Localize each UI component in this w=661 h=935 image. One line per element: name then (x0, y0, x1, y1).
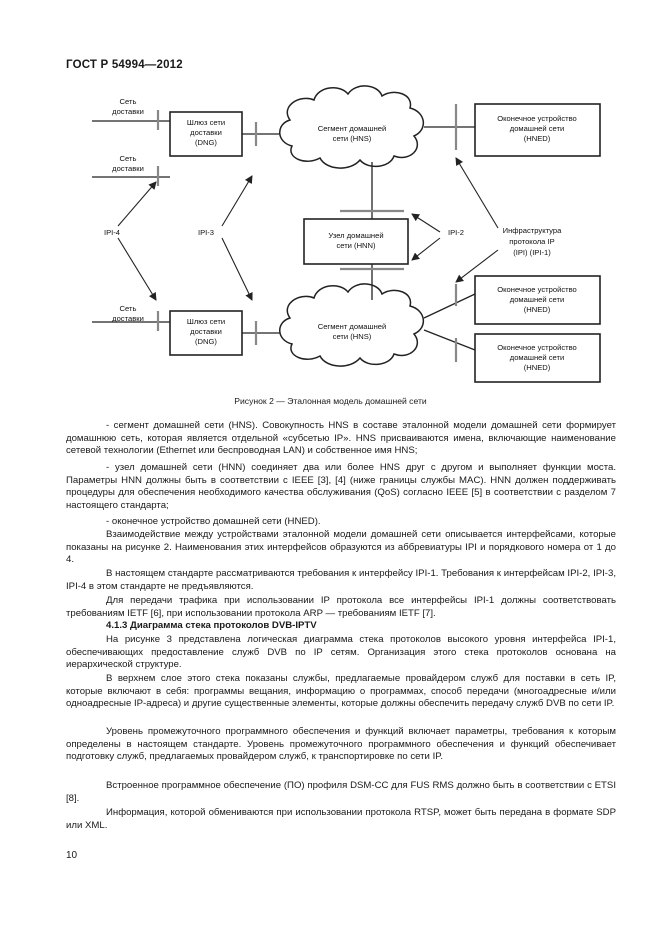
hned3-line1: Оконечное устройство (497, 343, 577, 352)
ipi1-line2: протокола IP (509, 237, 555, 246)
ipi1-line1: Инфраструктура (502, 226, 562, 235)
subheading-protocol-stack: 4.1.3 Диаграмма стека протоколов DVB-IPTV (106, 620, 317, 631)
delivery-network-label-1: Сеть (119, 97, 137, 106)
figure-caption: Рисунок 2 — Эталонная модель домашней сети (234, 396, 427, 406)
ipi3-label: IPI-3 (197, 228, 215, 237)
hned1-line2: домашней сети (509, 124, 565, 133)
page-number: 10 (66, 850, 78, 861)
delivery-network-label-3: Сеть (119, 304, 137, 313)
delivery-network-label-1b: доставки (112, 107, 144, 116)
paragraph-ipi1: В настоящем стандарте рассматриваются требования к интерфейсу IPI-1. Требования к интерфейсам IPI-2, IPI-3, IPI-4 в этом стандарте не предъявляются. (66, 568, 616, 592)
hns-bottom-line1: Сегмент домашней (317, 322, 387, 331)
delivery-network-label-2b: доставки (112, 164, 144, 173)
home-network-reference-model-figure (0, 0, 661, 400)
hned2-line3: (HNED) (523, 305, 551, 314)
hnn-line2: сети (HNN) (336, 241, 376, 250)
hns-top-line2: сети (HNS) (332, 134, 372, 143)
paragraph-interfaces: Взаимодействие между устройствами эталонной модели домашней сети описывается интерфейсами, которые показаны на рисунке 2. Наименования этих интерфейсов образуются из аббревиатуры IPI и порядкового номера от 1 до 4. (66, 529, 616, 566)
hned2-line1: Оконечное устройство (497, 285, 577, 294)
hnn-line1: Узел домашней (328, 231, 384, 240)
dng-top-line3: (DNG) (195, 138, 217, 147)
dng-top-line1: Шлюз сети (186, 118, 226, 127)
hned3-line3: (HNED) (523, 363, 551, 372)
dng-bottom-line2: доставки (190, 327, 222, 336)
paragraph-rtsp: Информация, которой обмениваются при использовании протокола RTSP, может быть передана в формате SDP или XML. (66, 807, 616, 831)
hned3-line2: домашней сети (509, 353, 565, 362)
paragraph-dsmcc: Встроенное программное обеспечение (ПО) профиля DSM-CC для FUS RMS должно быть в соответствии с ETSI [8]. (66, 780, 616, 804)
ipi1-line3: (IPI) (IPI-1) (513, 248, 551, 257)
paragraph-middleware: Уровень промежуточного программного обеспечения и функций включает параметры, требования к которым определены в настоящем стандарте. Уровень промежуточного программного обеспечения и функций обеспечивает подготовку служб, предлагаемых провайдером служб, к транспортировке по сети IP. (66, 726, 616, 763)
hned1-line1: Оконечное устройство (497, 114, 577, 123)
paragraph-figure3: На рисунке 3 представлена логическая диаграмма стека протоколов высокого уровня интерфейса IPI-1, обеспечивающих предоставление служб DVB по IP сетям. Организация этого стека протоколов основана на иерархической структуре. (66, 634, 616, 671)
hned1-line3: (HNED) (523, 134, 551, 143)
ipi4-label: IPI-4 (103, 228, 121, 237)
standard-header: ГОСТ Р 54994—2012 (66, 59, 183, 71)
paragraph-hned: - оконечное устройство домашней сети (HNED). (106, 516, 321, 527)
delivery-network-links (92, 121, 170, 322)
paragraph-upper-layer: В верхнем слое этого стека показаны службы, предлагаемые провайдером служб для поставки в сеть IP, которые включают в себя: программы вещания, информацию о программах, способ передачи (многоадресные и/или одноадресные IP-адреса) и другие существенные элементы, которые должны обеспечить передачу служб DVB по сети IP. (66, 673, 616, 710)
delivery-network-label-2: Сеть (119, 154, 137, 163)
delivery-network-label-3b: доставки (112, 314, 144, 323)
dng-bottom-line3: (DNG) (195, 337, 217, 346)
dng-top-line2: доставки (190, 128, 222, 137)
paragraph-ietf: Для передачи трафика при использовании IP протокола все интерфейсы IPI-1 должны соответствовать требованиям IETF [6], при использовании протокола ARP — требованиям IETF [7]. (66, 595, 616, 619)
hns-top-line1: Сегмент домашней (317, 124, 387, 133)
paragraph-hns: - сегмент домашней сети (HNS). Совокупность HNS в составе эталонной модели домашней сети формирует домашнюю сеть, которая является отдельной «субсетью IP». HNS присваиваются имена, включающие наименование сетевой технологии (Ethernet или беспроводная LAN) и собственное имя HNS; (66, 420, 616, 457)
hns-bottom-line2: сети (HNS) (332, 332, 372, 341)
dng-bottom-line1: Шлюз сети (186, 317, 226, 326)
ipi2-label: IPI-2 (447, 228, 465, 237)
hned2-line2: домашней сети (509, 295, 565, 304)
paragraph-hnn: - узел домашней сети (HNN) соединяет два или более HNS друг с другом и выполняет функции моста. Параметры HNN должны быть в соответствии с IEEE [3], [4] (ниже границы службы MAC). HNN должен поддерживать процедуры для обеспечения необходимого качества обслуживания (QoS) согласно IEEE [5] в соответствии с разделом 7 настоящего стандарта; (66, 462, 616, 511)
